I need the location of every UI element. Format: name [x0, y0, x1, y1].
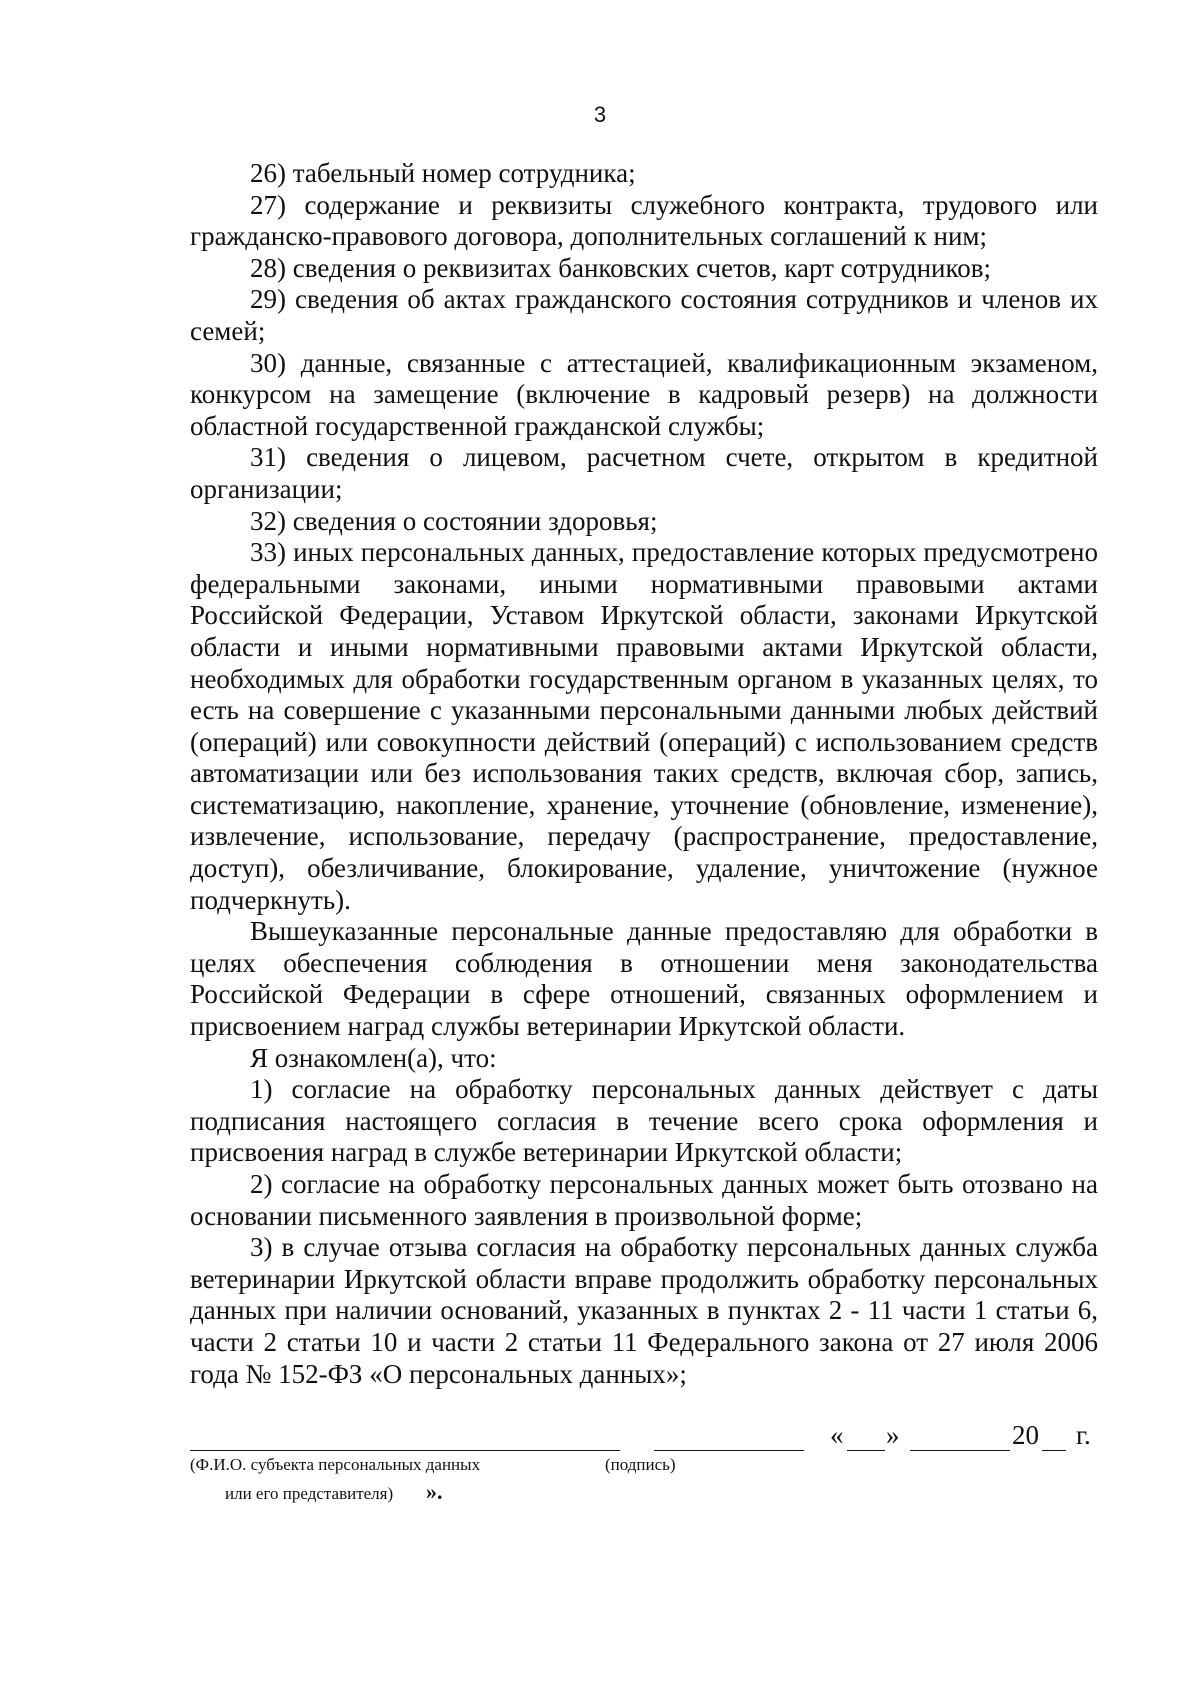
year-line — [1042, 1450, 1066, 1451]
signature-caption: (подпись) — [605, 1455, 676, 1474]
signature-line — [654, 1450, 804, 1451]
acknowledgment-item-3: 3) в случае отзыва согласия на обработку персональных данных служба ветеринарии Иркутской области вправе продолжить обработку персональных данных при наличии оснований, указанных в пунктах 2 - 11 части 1 статьи 6, части 2 статьи 10 и части 2 статьи 11 Федерального закона от 27 июля 2006 года № 152-ФЗ «О персональных данных»; — [190, 1232, 1098, 1389]
year-suffix: г. — [1076, 1420, 1091, 1450]
document-body — [190, 158, 1098, 1390]
day-line — [847, 1450, 885, 1451]
list-item-28: 28) сведения о реквизитах банковских счетов, карт сотрудников; — [250, 252, 991, 283]
list-item-33: 33) иных персональных данных, предоставление которых предусмотрено федеральными законами, иными нормативными правовыми актами Российской Федерации, Уставом Иркутской области, законами Иркутской области и иными нормативными правовыми актами Иркутской области, необходимых для обработки государственным органом в указанных целях, то есть на совершение с указанными персональными данными любых действий (операций) или совокупности действий (операций) с использованием средств автоматизации или без использования таких средств, включая сбор, запись, систематизацию, накопление, хранение, уточнение (обновление, изменение), извлечение, использование, передачу (распространение, предоставление, доступ), обезличивание, блокирование, удаление, уничтожение (нужное подчеркнуть). — [190, 537, 1098, 915]
acknowledgment-item-1: 1) согласие на обработку персональных данных действует с даты подписания настоящего согласия в течение всего срока оформления и присвоения наград в службе ветеринарии Иркутской области; — [190, 1074, 1098, 1168]
month-line — [910, 1450, 1010, 1451]
closing-quote: ». — [426, 1479, 443, 1504]
year-prefix: 20 — [1012, 1420, 1039, 1450]
list-item-29: 29) сведения об актах гражданского состояния сотрудников и членов их семей; — [190, 284, 1098, 346]
name-caption-line-1: (Ф.И.О. субъекта персональных данных — [190, 1455, 481, 1474]
list-item-27: 27) содержание и реквизиты служебного контракта, трудового или гражданско-правового договора, дополнительных соглашений к ним; — [190, 189, 1098, 252]
acknowledgment-item-2: 2) согласие на обработку персональных данных может быть отозвано на основании письменного заявления в произвольной форме; — [190, 1169, 1098, 1231]
name-line — [190, 1450, 620, 1451]
purpose-paragraph: Вышеуказанные персональные данные предоставляю для обработки в целях обеспечения соблюдения в отношении меня законодательства Российской Федерации в сфере отношений, связанных оформлением и присвоением наград службы ветеринарии Иркутской области. — [190, 916, 1098, 1042]
list-item-32: 32) сведения о состоянии здоровья; — [250, 505, 658, 536]
date-open-quote: « — [830, 1420, 844, 1450]
list-item-31: 31) сведения о лицевом, расчетном счете, открытом в кредитной организации; — [190, 442, 1098, 504]
list-item-30: 30) данные, связанные с аттестацией, квалификационным экзаменом, конкурсом на замещение (включение в кадровый резерв) на должности областной государственной гражданской службы; — [190, 347, 1098, 441]
acknowledgment-intro: Я ознакомлен(а), что: — [250, 1042, 497, 1073]
list-item-26: 26) табельный номер сотрудника; — [250, 158, 636, 188]
page-number: 3 — [593, 102, 607, 127]
name-caption-line-2: или его представителя) — [225, 1484, 394, 1503]
date-close-quote: » — [886, 1420, 900, 1450]
